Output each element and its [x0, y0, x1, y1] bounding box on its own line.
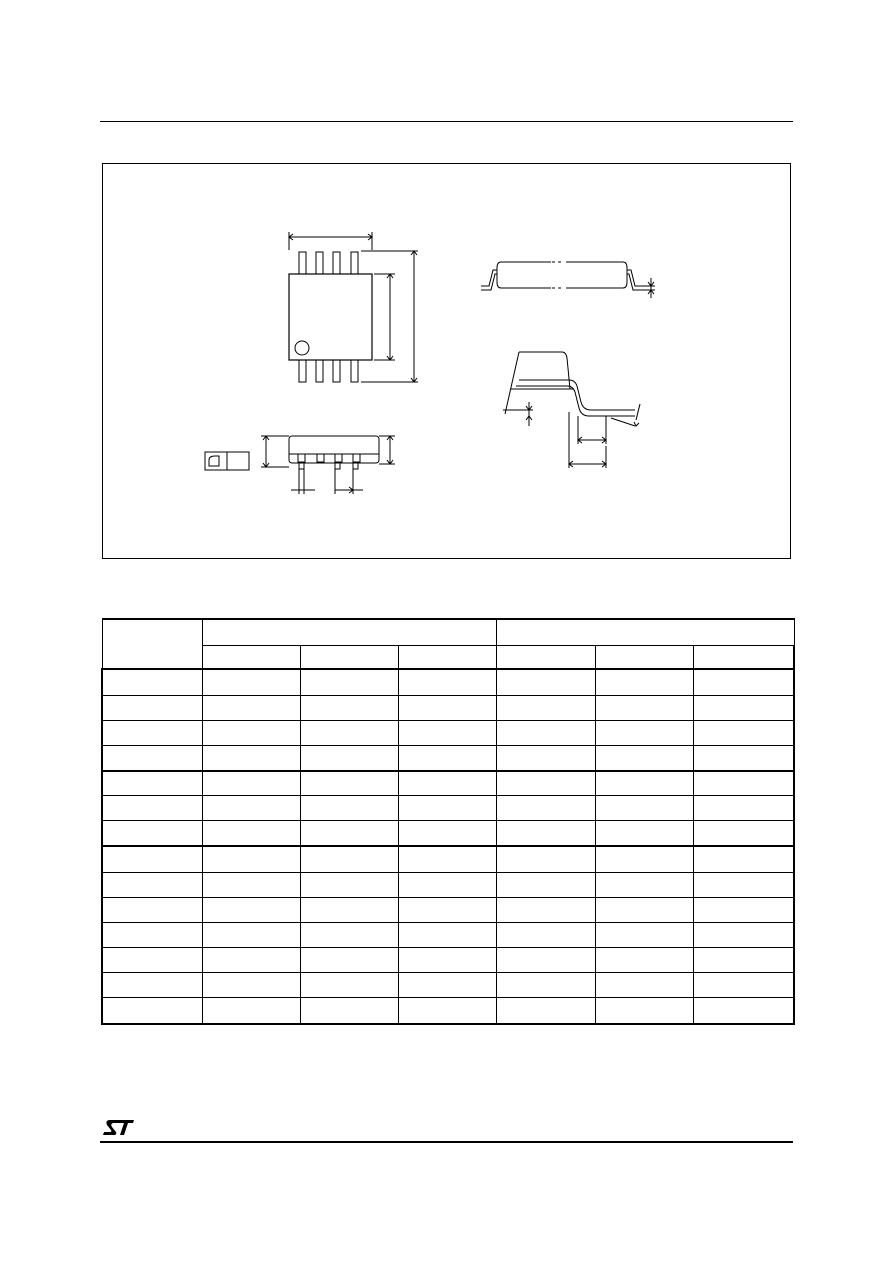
table-subheader-row [102, 645, 794, 669]
table-value-cell [595, 796, 693, 821]
table-row [102, 948, 794, 973]
table-value-cell [398, 897, 496, 922]
table-symbol-cell [102, 948, 202, 973]
table-value-cell [398, 796, 496, 821]
table-subheader-cell [300, 645, 398, 669]
table-value-cell [693, 695, 794, 720]
dimensions-table [101, 618, 795, 1025]
table-subheader-cell [693, 645, 794, 669]
table-value-cell [202, 821, 300, 846]
table-value-cell [496, 796, 595, 821]
table-value-cell [595, 669, 693, 695]
table-value-cell [300, 746, 398, 771]
table-value-cell [300, 821, 398, 846]
table-value-cell [693, 669, 794, 695]
table-value-cell [398, 846, 496, 872]
table-row [102, 897, 794, 922]
table-value-cell [202, 922, 300, 947]
table-value-cell [496, 771, 595, 796]
table-value-cell [202, 973, 300, 998]
table-value-cell [300, 973, 398, 998]
table-value-cell [693, 746, 794, 771]
table-value-cell [595, 746, 693, 771]
table-value-cell [496, 948, 595, 973]
table-value-cell [300, 771, 398, 796]
table-value-cell [300, 695, 398, 720]
table-value-cell [496, 720, 595, 745]
table-value-cell [693, 720, 794, 745]
table-value-cell [496, 669, 595, 695]
table-value-cell [300, 846, 398, 872]
table-value-cell [693, 846, 794, 872]
table-header-cell [102, 619, 202, 669]
table-value-cell [202, 669, 300, 695]
table-value-cell [202, 796, 300, 821]
table-value-cell [398, 669, 496, 695]
table-value-cell [300, 998, 398, 1024]
table-subheader-cell [595, 645, 693, 669]
table-row [102, 872, 794, 897]
table-value-cell [496, 872, 595, 897]
table-symbol-cell [102, 922, 202, 947]
table-value-cell [496, 998, 595, 1024]
table-row [102, 771, 794, 796]
table-row [102, 821, 794, 846]
table-header-cell [202, 619, 496, 645]
table-symbol-cell [102, 720, 202, 745]
table-value-cell [300, 669, 398, 695]
table-value-cell [693, 948, 794, 973]
table-value-cell [496, 746, 595, 771]
table-value-cell [595, 897, 693, 922]
table-value-cell [595, 821, 693, 846]
package-outline-drawing [103, 164, 792, 560]
table-value-cell [693, 922, 794, 947]
header-rule [100, 121, 793, 122]
table-value-cell [300, 897, 398, 922]
table-value-cell [398, 821, 496, 846]
table-value-cell [693, 998, 794, 1024]
table-header-row [102, 619, 794, 645]
table-value-cell [398, 720, 496, 745]
table-value-cell [202, 695, 300, 720]
table-symbol-cell [102, 695, 202, 720]
table-symbol-cell [102, 846, 202, 872]
table-value-cell [202, 720, 300, 745]
table-value-cell [496, 846, 595, 872]
table-value-cell [202, 846, 300, 872]
footer-rule [100, 1141, 793, 1143]
table-row [102, 998, 794, 1024]
table-value-cell [398, 973, 496, 998]
table-value-cell [398, 922, 496, 947]
table-value-cell [595, 695, 693, 720]
table-row [102, 922, 794, 947]
table-value-cell [496, 821, 595, 846]
table-row [102, 695, 794, 720]
table-value-cell [300, 948, 398, 973]
table-value-cell [496, 695, 595, 720]
table-value-cell [693, 973, 794, 998]
top-view [289, 232, 418, 382]
table-row [102, 669, 794, 695]
table-value-cell [496, 973, 595, 998]
table-value-cell [595, 720, 693, 745]
table-value-cell [496, 897, 595, 922]
table-value-cell [300, 796, 398, 821]
table-symbol-cell [102, 897, 202, 922]
table-symbol-cell [102, 746, 202, 771]
table-value-cell [595, 872, 693, 897]
table-subheader-cell [398, 645, 496, 669]
table-row [102, 973, 794, 998]
table-value-cell [595, 771, 693, 796]
table-value-cell [398, 695, 496, 720]
st-logo-icon [100, 1117, 136, 1139]
table-value-cell [398, 771, 496, 796]
table-value-cell [496, 922, 595, 947]
table-value-cell [595, 973, 693, 998]
table-value-cell [595, 948, 693, 973]
table-value-cell [398, 872, 496, 897]
table-value-cell [202, 771, 300, 796]
side-view [481, 262, 655, 298]
table-value-cell [595, 846, 693, 872]
table-value-cell [693, 872, 794, 897]
table-value-cell [398, 746, 496, 771]
table-row [102, 746, 794, 771]
lead-detail [503, 352, 640, 468]
table-value-cell [202, 897, 300, 922]
table-value-cell [398, 998, 496, 1024]
table-header-cell [496, 619, 794, 645]
table-subheader-cell [496, 645, 595, 669]
table-row [102, 796, 794, 821]
table-value-cell [202, 746, 300, 771]
table-symbol-cell [102, 669, 202, 695]
table-value-cell [693, 796, 794, 821]
table-row [102, 720, 794, 745]
table-value-cell [595, 922, 693, 947]
table-value-cell [693, 897, 794, 922]
table-value-cell [300, 922, 398, 947]
table-value-cell [595, 998, 693, 1024]
table-symbol-cell [102, 771, 202, 796]
table-value-cell [398, 948, 496, 973]
table-value-cell [202, 872, 300, 897]
package-drawing [102, 163, 791, 559]
table-value-cell [202, 998, 300, 1024]
table-symbol-cell [102, 821, 202, 846]
table-row [102, 846, 794, 872]
table-symbol-cell [102, 998, 202, 1024]
end-view [205, 436, 395, 494]
table-value-cell [300, 720, 398, 745]
table-value-cell [693, 771, 794, 796]
table-symbol-cell [102, 872, 202, 897]
table-value-cell [202, 948, 300, 973]
table-value-cell [300, 872, 398, 897]
table-subheader-cell [202, 645, 300, 669]
table-value-cell [693, 821, 794, 846]
table-symbol-cell [102, 796, 202, 821]
table-symbol-cell [102, 973, 202, 998]
